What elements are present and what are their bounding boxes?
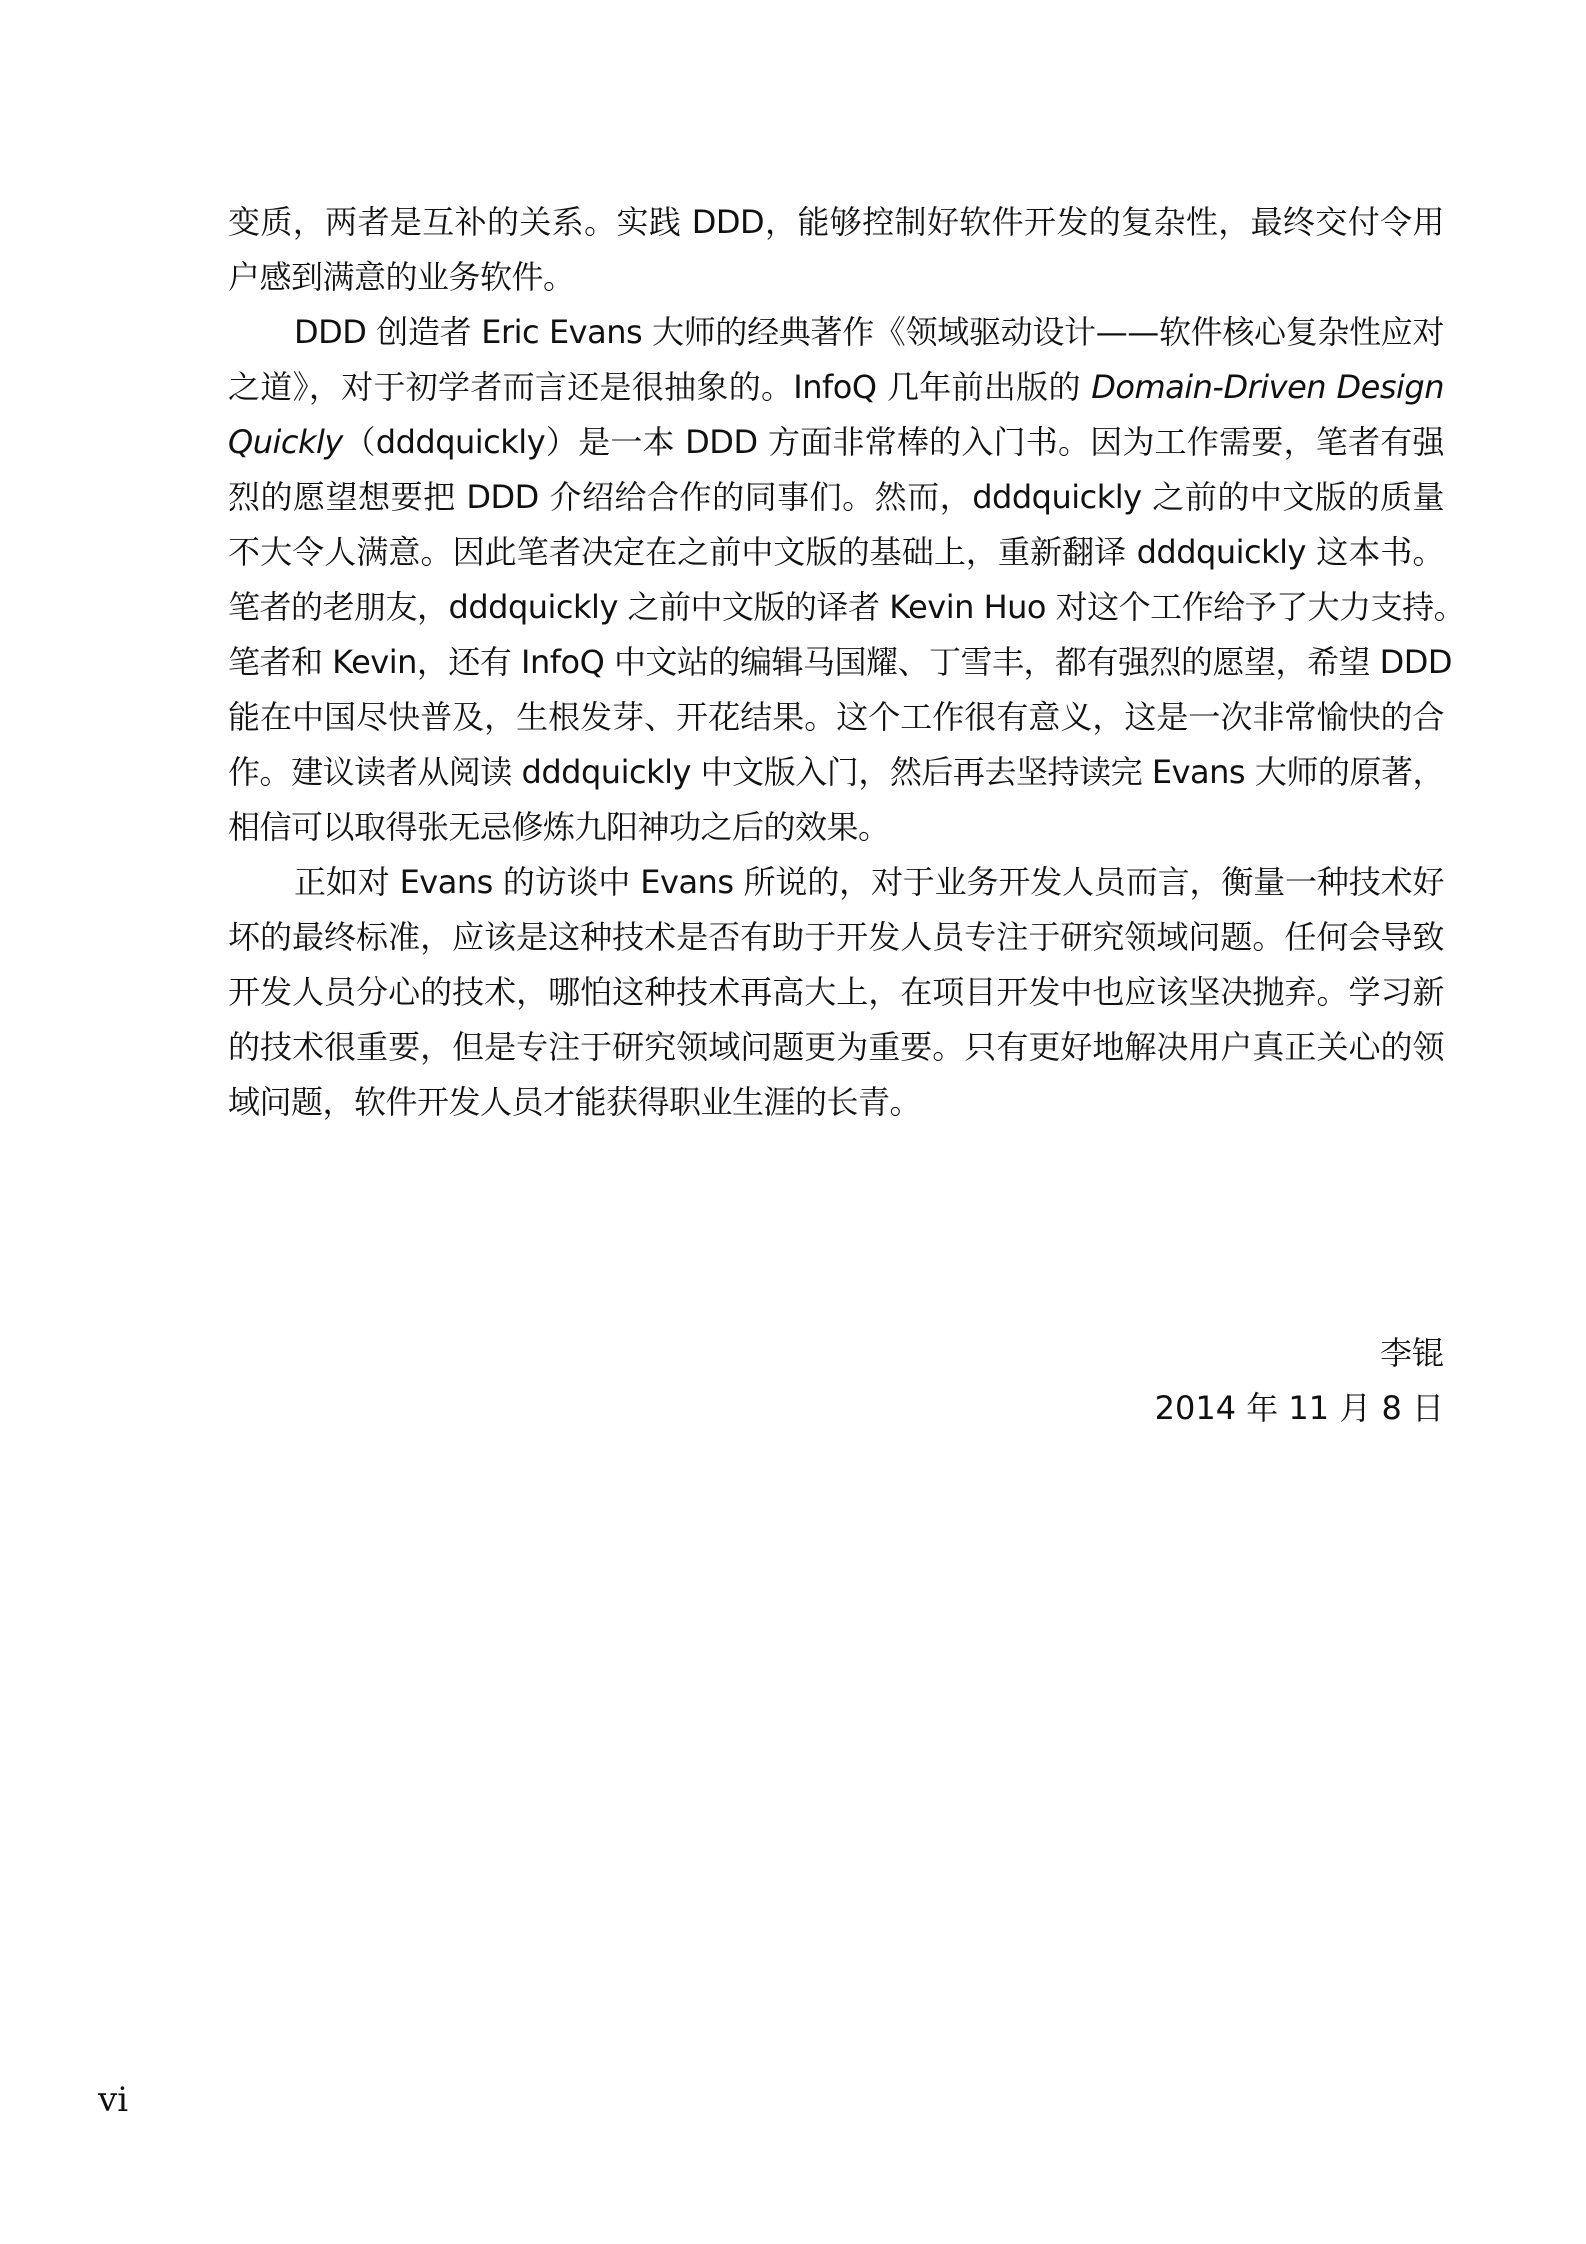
- text-segment: 正如对 Evans 的访谈中 Evans 所说的，对于业务开发人员而言，衡量一种技术好: [294, 863, 1444, 901]
- body-text: [228, 195, 1466, 1130]
- text-line: [228, 525, 1444, 580]
- text-line: [228, 305, 1444, 360]
- text-segment: 笔者和 Kevin，还有 InfoQ 中文站的编辑马国耀、丁雪丰，都有强烈的愿望，希望 DDD: [228, 643, 1453, 681]
- text-line: [228, 580, 1466, 635]
- author-name: 李锟: [1379, 1334, 1444, 1372]
- text-segment: 不大令人满意。因此笔者决定在之前中文版的基础上，重新翻译 dddquickly 这本书。: [228, 533, 1444, 571]
- text-line: [228, 800, 1444, 855]
- text-line: [228, 470, 1444, 525]
- text-line: [228, 635, 1453, 690]
- text-segment: 开发人员分心的技术，哪怕这种技术再高大上，在项目开发中也应该坚决抛弃。学习新: [228, 973, 1444, 1011]
- text-line: [228, 250, 1444, 305]
- italic-title-text: Domain-Driven Design: [1091, 368, 1444, 406]
- text-line: [228, 1020, 1444, 1075]
- text-segment: 相信可以取得张无忌修炼九阳神功之后的效果。: [228, 808, 890, 846]
- text-segment: 能在中国尽快普及，生根发芽、开花结果。这个工作很有意义，这是一次非常愉快的合: [228, 698, 1444, 736]
- text-line: [228, 855, 1444, 910]
- text-line: [228, 910, 1444, 965]
- text-segment: 变质，两者是互补的关系。实践 DDD，能够控制好软件开发的复杂性，最终交付令用: [228, 203, 1444, 241]
- text-line: [228, 1075, 1444, 1130]
- italic-title-text: Quickly: [228, 423, 343, 461]
- text-segment: 烈的愿望想要把 DDD 介绍给合作的同事们。然而，dddquickly 之前的中文版的质量: [228, 478, 1444, 516]
- text-line: [228, 360, 1444, 415]
- text-line: [228, 745, 1444, 800]
- signature-block: [1155, 1326, 1444, 1436]
- text-segment: （dddquickly）是一本 DDD 方面非常棒的入门书。因为工作需要，笔者有强: [342, 423, 1444, 461]
- text-segment: 之道》，对于初学者而言还是很抽象的。InfoQ 几年前出版的: [228, 368, 1092, 406]
- text-line: [228, 965, 1444, 1020]
- text-segment: DDD 创造者 Eric Evans 大师的经典著作《领域驱动设计——软件核心复杂性应对: [294, 313, 1444, 351]
- text-segment: 笔者的老朋友，dddquickly 之前中文版的译者 Kevin Huo 对这个工作给予了大力支持。: [228, 588, 1466, 626]
- text-segment: 户感到满意的业务软件。: [228, 258, 575, 296]
- text-segment: 的技术很重要，但是专注于研究领域问题更为重要。只有更好地解决用户真正关心的领: [228, 1028, 1444, 1066]
- signature-date: 2014 年 11 月 8 日: [1154, 1389, 1444, 1427]
- text-line: [228, 195, 1444, 250]
- text-line: [228, 415, 1444, 470]
- page-number: vi: [98, 2080, 129, 2120]
- text-line: [228, 690, 1444, 745]
- text-segment: 域问题，软件开发人员才能获得职业生涯的长青。: [228, 1083, 922, 1121]
- text-segment: 作。建议读者从阅读 dddquickly 中文版入门，然后再去坚持读完 Evans 大师的原著，: [228, 753, 1444, 791]
- text-segment: 坏的最终标准，应该是这种技术是否有助于开发人员专注于研究领域问题。任何会导致: [228, 918, 1444, 956]
